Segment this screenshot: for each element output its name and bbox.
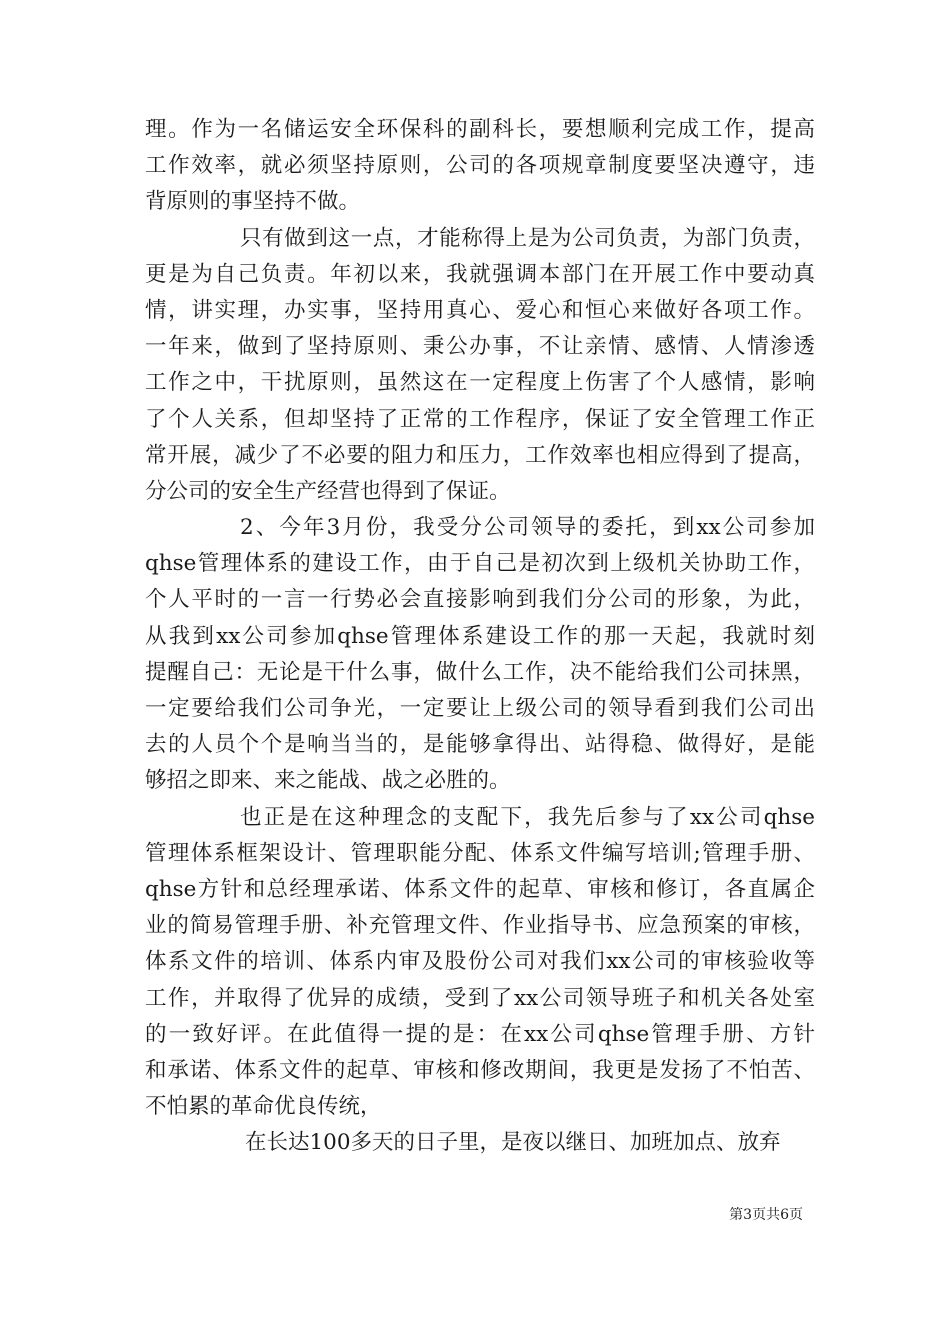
text-line: qhse方针和总经理承诺、体系文件的起草、审核和修订，各直属企 — [145, 876, 815, 902]
text-line: 分公司的安全生产经营也得到了保证。 — [145, 478, 511, 504]
text-line: 也正是在这种理念的支配下，我先后参与了xx公司qhse — [240, 804, 815, 830]
text-line: 提醒自己：无论是干什么事，做什么工作，决不能给我们公司抹黑， — [145, 659, 815, 685]
text-line: 工作，并取得了优异的成绩，受到了xx公司领导班子和机关各处室 — [145, 985, 815, 1011]
text-line: 的一致好评。在此值得一提的是：在xx公司qhse管理手册、方针 — [145, 1021, 815, 1047]
text-line: 情，讲实理，办实事，坚持用真心、爱心和恒心来做好各项工作。 — [145, 297, 815, 323]
text-line: 管理体系框架设计、管理职能分配、体系文件编写培训;管理手册、 — [145, 840, 815, 866]
text-line: 在长达100多天的日子里，是夜以继日、加班加点、放弃 — [245, 1130, 781, 1156]
text-line: 个人平时的一言一行势必会直接影响到我们分公司的形象，为此， — [145, 587, 815, 613]
text-line: qhse管理体系的建设工作，由于自己是初次到上级机关协助工作， — [145, 551, 815, 577]
text-line: 一定要给我们公司争光，一定要让上级公司的领导看到我们公司出 — [145, 696, 815, 721]
text-line: 业的简易管理手册、补充管理文件、作业指导书、应急预案的审核， — [145, 913, 815, 939]
text-line: 不怕累的革命优良传统， — [145, 1094, 382, 1120]
text-line: 只有做到这一点，才能称得上是为公司负责，为部门负责， — [240, 225, 815, 251]
text-line: 了个人关系，但却坚持了正常的工作程序，保证了安全管理工作正 — [145, 406, 815, 432]
text-line: 和承诺、体系文件的起草、审核和修改期间，我更是发扬了不怕苦、 — [145, 1057, 815, 1083]
text-line: 一年来，做到了坚持原则、秉公办事，不让亲情、感情、人情渗透 — [145, 334, 815, 360]
text-line: 从我到xx公司参加qhse管理体系建设工作的那一天起，我就时刻 — [145, 623, 815, 649]
text-line: 体系文件的培训、体系内审及股份公司对我们xx公司的审核验收等 — [145, 949, 815, 975]
page-number-footer: 第3页共6页 — [729, 1207, 803, 1223]
text-line: 更是为自己负责。年初以来，我就强调本部门在开展工作中要动真 — [145, 261, 815, 287]
text-line: 去的人员个个是响当当的，是能够拿得出、站得稳、做得好，是能 — [145, 732, 815, 758]
text-line: 理。作为一名储运安全环保科的副科长，要想顺利完成工作，提高 — [145, 117, 815, 142]
text-line: 工作效率，就必须坚持原则，公司的各项规章制度要坚决遵守，违 — [145, 153, 815, 179]
text-line: 2、今年3月份，我受分公司领导的委托，到xx公司参加 — [240, 515, 815, 541]
text-line: 工作之中，干扰原则，虽然这在一定程度上伤害了个人感情，影响 — [145, 370, 815, 396]
text-line: 够招之即来、来之能战、战之必胜的。 — [145, 768, 511, 794]
body-text — [145, 112, 815, 1161]
text-line: 常开展，减少了不必要的阻力和压力，工作效率也相应得到了提高， — [145, 442, 815, 468]
text-line: 背原则的事坚持不做。 — [145, 189, 361, 215]
